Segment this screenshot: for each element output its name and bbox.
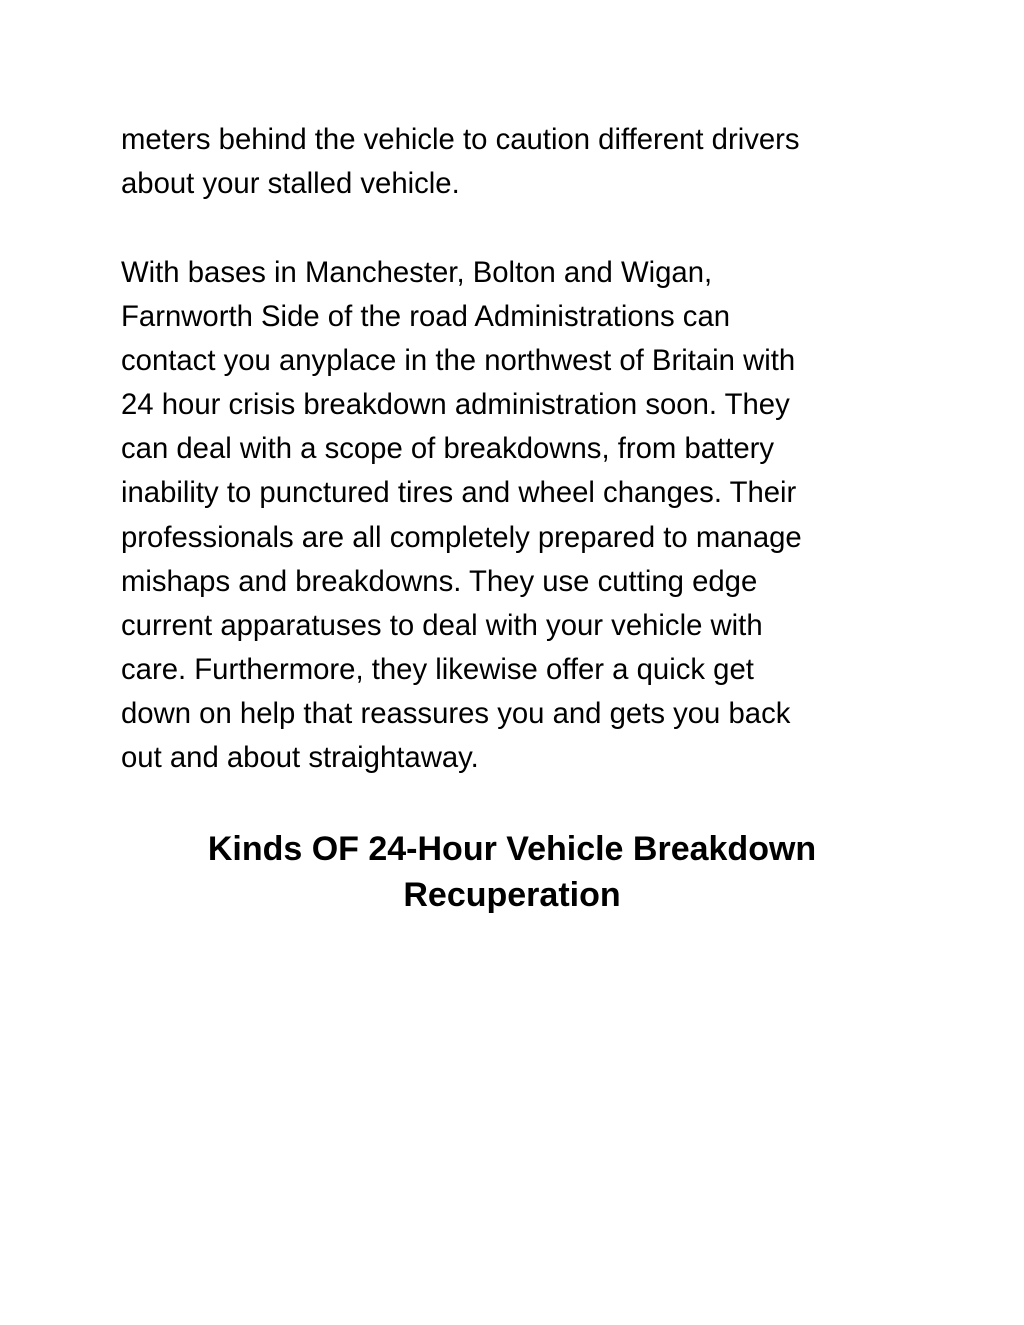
text-line: about your stalled vehicle. xyxy=(121,167,460,201)
text-line: professionals are all completely prepared to manage xyxy=(121,520,802,554)
text-line: current apparatuses to deal with your vehicle with xyxy=(121,608,763,642)
text-line: out and about straightaway. xyxy=(121,741,479,775)
paragraph-farnworth-services xyxy=(121,251,911,780)
heading-line: Recuperation xyxy=(403,876,621,914)
section-heading xyxy=(0,826,1024,918)
paragraph-caution-drivers xyxy=(121,118,911,206)
text-line: can deal with a scope of breakdowns, from battery xyxy=(121,432,775,466)
text-line: Farnworth Side of the road Administrations can xyxy=(121,300,731,334)
text-line: meters behind the vehicle to caution different drivers xyxy=(121,123,800,156)
text-line: down on help that reassures you and gets you back xyxy=(121,696,791,730)
text-line: With bases in Manchester, Bolton and Wigan, xyxy=(121,256,713,289)
text-line: inability to punctured tires and wheel changes. Their xyxy=(121,476,797,510)
text-line: contact you anyplace in the northwest of Britain with xyxy=(121,344,796,378)
text-line: care. Furthermore, they likewise offer a quick get xyxy=(121,652,754,686)
text-line: 24 hour crisis breakdown administration soon. They xyxy=(121,388,790,422)
text-line: mishaps and breakdowns. They use cutting edge xyxy=(121,564,758,598)
heading-line: Kinds OF 24-Hour Vehicle Breakdown xyxy=(207,830,817,868)
